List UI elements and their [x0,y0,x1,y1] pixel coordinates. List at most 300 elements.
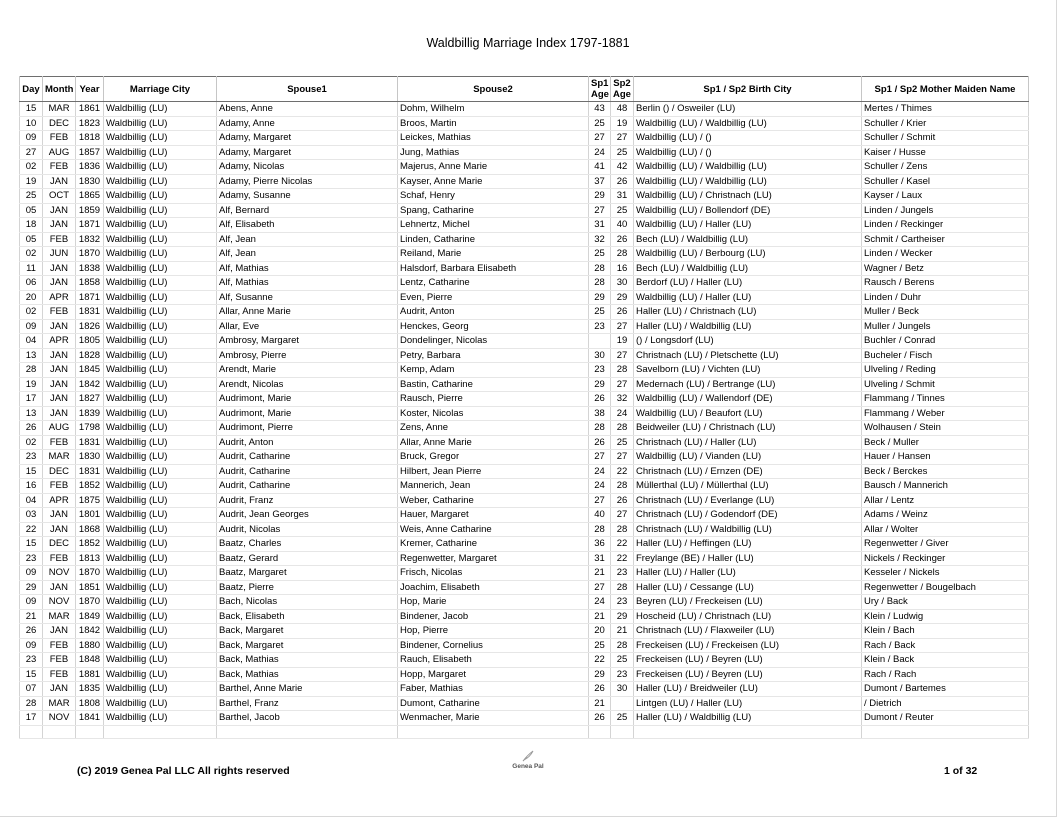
cell-spouse2: Frisch, Nicolas [398,566,589,581]
cell-month: JAN [43,377,76,392]
copyright-text: (C) 2019 Genea Pal LLC All rights reserved [77,765,290,777]
cell-city: Waldbillig (LU) [104,551,217,566]
cell-city: Waldbillig (LU) [104,348,217,363]
cell-month: NOV [43,711,76,726]
empty-cell [20,725,43,738]
cell-birthcity: Berlin () / Osweiler (LU) [634,102,862,117]
cell-sp1age: 26 [589,392,611,407]
cell-birthcity: Haller (LU) / Haller (LU) [634,566,862,581]
cell-sp1age: 28 [589,261,611,276]
cell-month: MAR [43,102,76,117]
cell-birthcity: Christnach (LU) / Pletschette (LU) [634,348,862,363]
table-row [20,116,1029,131]
table-row [20,203,1029,218]
cell-maiden: Flammang / Tinnes [862,392,1029,407]
cell-sp1age: 32 [589,232,611,247]
cell-spouse2: Lentz, Catharine [398,276,589,291]
cell-day: 10 [20,116,43,131]
cell-spouse1: Alf, Susanne [217,290,398,305]
cell-month: JAN [43,261,76,276]
cell-city: Waldbillig (LU) [104,522,217,537]
cell-month: FEB [43,232,76,247]
cell-birthcity: Waldbillig (LU) / Berbourg (LU) [634,247,862,262]
cell-year: 1852 [76,479,104,494]
cell-day: 09 [20,595,43,610]
cell-birthcity: Beyren (LU) / Freckeisen (LU) [634,595,862,610]
cell-maiden: Linden / Wecker [862,247,1029,262]
cell-day: 15 [20,667,43,682]
cell-spouse2: Hilbert, Jean Pierre [398,464,589,479]
cell-year: 1848 [76,653,104,668]
cell-birthcity: Beidweiler (LU) / Christnach (LU) [634,421,862,436]
cell-year: 1859 [76,203,104,218]
cell-spouse2: Hopp, Margaret [398,667,589,682]
cell-birthcity: Waldbillig (LU) / Wallendorf (DE) [634,392,862,407]
table-row [20,609,1029,624]
cell-spouse2: Regenwetter, Margaret [398,551,589,566]
cell-year: 1827 [76,392,104,407]
cell-day: 13 [20,406,43,421]
table-row [20,131,1029,146]
cell-birthcity: Bech (LU) / Waldbillig (LU) [634,261,862,276]
cell-month: FEB [43,435,76,450]
genea-pal-logo [508,750,548,770]
table-row [20,334,1029,349]
cell-month: JAN [43,218,76,233]
cell-spouse2: Kremer, Catharine [398,537,589,552]
cell-sp1age: 31 [589,551,611,566]
cell-spouse1: Audrit, Catharine [217,450,398,465]
column-header-spouse2: Spouse2 [398,77,589,102]
page-title: Waldbillig Marriage Index 1797-1881 [426,36,630,50]
cell-year: 1832 [76,232,104,247]
cell-day: 26 [20,421,43,436]
cell-sp1age: 26 [589,435,611,450]
cell-city: Waldbillig (LU) [104,305,217,320]
cell-spouse1: Adamy, Anne [217,116,398,131]
cell-month: FEB [43,638,76,653]
cell-sp2age: 28 [611,247,634,262]
cell-city: Waldbillig (LU) [104,682,217,697]
cell-city: Waldbillig (LU) [104,160,217,175]
cell-sp2age: 26 [611,232,634,247]
cell-sp2age: 26 [611,174,634,189]
cell-maiden: Klein / Bach [862,624,1029,639]
cell-spouse1: Abens, Anne [217,102,398,117]
cell-day: 21 [20,609,43,624]
cell-maiden: Regenwetter / Giver [862,537,1029,552]
cell-city: Waldbillig (LU) [104,203,217,218]
cell-birthcity: Waldbillig (LU) / () [634,145,862,160]
cell-birthcity: Christnach (LU) / Ernzen (DE) [634,464,862,479]
cell-month: JAN [43,580,76,595]
cell-sp2age: 19 [611,334,634,349]
cell-maiden: Schuller / Zens [862,160,1029,175]
cell-month: APR [43,334,76,349]
cell-birthcity: Lintgen (LU) / Haller (LU) [634,696,862,711]
empty-cell [76,725,104,738]
cell-year: 1836 [76,160,104,175]
cell-spouse2: Faber, Mathias [398,682,589,697]
cell-day: 20 [20,290,43,305]
cell-spouse2: Weber, Catharine [398,493,589,508]
cell-maiden: Nickels / Reckinger [862,551,1029,566]
cell-year: 1841 [76,711,104,726]
cell-sp2age: 32 [611,392,634,407]
cell-sp1age: 29 [589,667,611,682]
cell-day: 28 [20,363,43,378]
table-row [20,160,1029,175]
cell-spouse2: Spang, Catharine [398,203,589,218]
cell-month: DEC [43,537,76,552]
cell-spouse1: Adamy, Margaret [217,145,398,160]
cell-spouse2: Zens, Anne [398,421,589,436]
cell-birthcity: Bech (LU) / Waldbillig (LU) [634,232,862,247]
cell-sp2age: 40 [611,218,634,233]
cell-city: Waldbillig (LU) [104,653,217,668]
cell-year: 1852 [76,537,104,552]
cell-month: MAR [43,450,76,465]
cell-year: 1881 [76,667,104,682]
cell-day: 11 [20,261,43,276]
cell-sp1age: 24 [589,479,611,494]
cell-year: 1870 [76,247,104,262]
empty-cell [217,725,398,738]
cell-sp1age: 36 [589,537,611,552]
cell-spouse2: Joachim, Elisabeth [398,580,589,595]
quill-icon [521,750,535,762]
cell-spouse1: Audrit, Catharine [217,464,398,479]
table-row [20,232,1029,247]
cell-day: 02 [20,247,43,262]
cell-year: 1857 [76,145,104,160]
cell-maiden: Flammang / Weber [862,406,1029,421]
cell-spouse2: Schaf, Henry [398,189,589,204]
cell-month: JAN [43,392,76,407]
cell-sp2age: 25 [611,203,634,218]
cell-maiden: Linden / Duhr [862,290,1029,305]
cell-sp1age: 25 [589,305,611,320]
cell-city: Waldbillig (LU) [104,667,217,682]
cell-maiden: Schuller / Krier [862,116,1029,131]
cell-spouse1: Audrimont, Marie [217,392,398,407]
cell-sp2age: 27 [611,319,634,334]
cell-day: 18 [20,218,43,233]
cell-sp2age: 23 [611,595,634,610]
cell-year: 1835 [76,682,104,697]
cell-sp1age: 23 [589,319,611,334]
cell-maiden: Wolhausen / Stein [862,421,1029,436]
cell-city: Waldbillig (LU) [104,363,217,378]
cell-sp2age: 26 [611,305,634,320]
table-row [20,624,1029,639]
cell-city: Waldbillig (LU) [104,479,217,494]
cell-birthcity: Haller (LU) / Waldbillig (LU) [634,711,862,726]
cell-sp2age: 29 [611,290,634,305]
cell-city: Waldbillig (LU) [104,464,217,479]
cell-city: Waldbillig (LU) [104,638,217,653]
cell-sp1age: 31 [589,218,611,233]
cell-sp2age: 30 [611,276,634,291]
table-row [20,276,1029,291]
cell-city: Waldbillig (LU) [104,247,217,262]
empty-cell [104,725,217,738]
cell-year: 1808 [76,696,104,711]
cell-year: 1831 [76,464,104,479]
table-row [20,392,1029,407]
cell-spouse2: Koster, Nicolas [398,406,589,421]
cell-sp1age: 21 [589,566,611,581]
cell-spouse1: Baatz, Gerard [217,551,398,566]
cell-spouse2: Bindener, Cornelius [398,638,589,653]
cell-day: 26 [20,624,43,639]
cell-year: 1842 [76,624,104,639]
cell-sp2age: 23 [611,667,634,682]
cell-city: Waldbillig (LU) [104,406,217,421]
cell-maiden: Schmit / Cartheiser [862,232,1029,247]
cell-sp1age: 27 [589,131,611,146]
cell-spouse2: Reiland, Marie [398,247,589,262]
cell-month: MAR [43,609,76,624]
cell-day: 23 [20,653,43,668]
cell-city: Waldbillig (LU) [104,696,217,711]
cell-birthcity: Christnach (LU) / Flaxweiler (LU) [634,624,862,639]
cell-spouse2: Broos, Martin [398,116,589,131]
cell-birthcity: Christnach (LU) / Haller (LU) [634,435,862,450]
cell-maiden: Schuller / Schmit [862,131,1029,146]
table-row [20,145,1029,160]
table-row [20,464,1029,479]
table-row [20,551,1029,566]
cell-spouse1: Bach, Nicolas [217,595,398,610]
cell-spouse1: Allar, Eve [217,319,398,334]
cell-maiden: Muller / Jungels [862,319,1029,334]
cell-maiden: Klein / Ludwig [862,609,1029,624]
cell-maiden: Ury / Back [862,595,1029,610]
column-header-year: Year [76,77,104,102]
cell-sp2age: 22 [611,551,634,566]
cell-maiden: Ulveling / Reding [862,363,1029,378]
cell-sp2age: 27 [611,348,634,363]
cell-day: 19 [20,377,43,392]
cell-month: JAN [43,174,76,189]
cell-sp2age: 27 [611,508,634,523]
cell-month: JAN [43,406,76,421]
cell-spouse2: Mannerich, Jean [398,479,589,494]
cell-city: Waldbillig (LU) [104,595,217,610]
cell-sp2age: 28 [611,363,634,378]
cell-birthcity: Haller (LU) / Christnach (LU) [634,305,862,320]
cell-sp1age: 43 [589,102,611,117]
cell-spouse1: Adamy, Margaret [217,131,398,146]
cell-year: 1870 [76,566,104,581]
cell-maiden: Kesseler / Nickels [862,566,1029,581]
cell-sp1age: 25 [589,116,611,131]
cell-birthcity: Waldbillig (LU) / () [634,131,862,146]
cell-spouse1: Audrimont, Marie [217,406,398,421]
cell-spouse1: Audrit, Jean Georges [217,508,398,523]
table-row [20,406,1029,421]
cell-spouse2: Dohm, Wilhelm [398,102,589,117]
cell-month: OCT [43,189,76,204]
cell-birthcity: Freylange (BE) / Haller (LU) [634,551,862,566]
cell-sp1age: 41 [589,160,611,175]
empty-cell [611,725,634,738]
cell-maiden: Bucheler / Fisch [862,348,1029,363]
cell-month: AUG [43,421,76,436]
cell-maiden: Allar / Wolter [862,522,1029,537]
cell-sp1age: 30 [589,348,611,363]
cell-month: FEB [43,160,76,175]
cell-spouse1: Back, Elisabeth [217,609,398,624]
cell-city: Waldbillig (LU) [104,131,217,146]
cell-birthcity: Savelborn (LU) / Vichten (LU) [634,363,862,378]
cell-sp1age: 27 [589,580,611,595]
cell-birthcity: Waldbillig (LU) / Haller (LU) [634,290,862,305]
cell-sp1age: 38 [589,406,611,421]
cell-city: Waldbillig (LU) [104,566,217,581]
cell-maiden: Rach / Back [862,638,1029,653]
cell-sp1age: 29 [589,377,611,392]
cell-year: 1875 [76,493,104,508]
cell-month: JAN [43,508,76,523]
cell-birthcity: Christnach (LU) / Godendorf (DE) [634,508,862,523]
cell-city: Waldbillig (LU) [104,377,217,392]
cell-spouse1: Baatz, Margaret [217,566,398,581]
table-row [20,667,1029,682]
cell-sp2age: 25 [611,711,634,726]
cell-month: FEB [43,131,76,146]
cell-year: 1828 [76,348,104,363]
table-row [20,638,1029,653]
cell-spouse1: Alf, Mathias [217,261,398,276]
cell-sp2age: 26 [611,493,634,508]
cell-city: Waldbillig (LU) [104,609,217,624]
cell-sp2age: 30 [611,682,634,697]
cell-birthcity: Waldbillig (LU) / Waldbillig (LU) [634,116,862,131]
cell-spouse1: Barthel, Franz [217,696,398,711]
cell-spouse1: Audrimont, Pierre [217,421,398,436]
cell-spouse2: Rauch, Elisabeth [398,653,589,668]
cell-month: JAN [43,319,76,334]
cell-sp2age: 22 [611,537,634,552]
table-row [20,696,1029,711]
cell-maiden: Dumont / Reuter [862,711,1029,726]
empty-cell [398,725,589,738]
cell-birthcity: Waldbillig (LU) / Bollendorf (DE) [634,203,862,218]
cell-sp1age: 29 [589,189,611,204]
cell-spouse2: Bastin, Catharine [398,377,589,392]
cell-spouse2: Kemp, Adam [398,363,589,378]
cell-spouse2: Audrit, Anton [398,305,589,320]
cell-month: JUN [43,247,76,262]
cell-spouse1: Baatz, Charles [217,537,398,552]
cell-birthcity: Haller (LU) / Breidweiler (LU) [634,682,862,697]
cell-day: 22 [20,522,43,537]
cell-year: 1865 [76,189,104,204]
table-body [20,102,1029,739]
table-row [20,435,1029,450]
cell-sp2age: 24 [611,406,634,421]
cell-day: 04 [20,334,43,349]
cell-month: JAN [43,522,76,537]
cell-day: 13 [20,348,43,363]
cell-maiden: Linden / Jungels [862,203,1029,218]
column-header-month: Month [43,77,76,102]
cell-month: JAN [43,682,76,697]
cell-maiden: Regenwetter / Bougelbach [862,580,1029,595]
cell-month: JAN [43,348,76,363]
cell-birthcity: Waldbillig (LU) / Beaufort (LU) [634,406,862,421]
cell-sp2age: 25 [611,435,634,450]
cell-city: Waldbillig (LU) [104,421,217,436]
cell-sp2age: 28 [611,522,634,537]
empty-cell [589,725,611,738]
cell-city: Waldbillig (LU) [104,537,217,552]
cell-maiden: Allar / Lentz [862,493,1029,508]
cell-year: 1830 [76,174,104,189]
cell-month: JAN [43,363,76,378]
cell-birthcity: Haller (LU) / Heffingen (LU) [634,537,862,552]
cell-spouse1: Adamy, Nicolas [217,160,398,175]
cell-sp2age [611,696,634,711]
cell-city: Waldbillig (LU) [104,392,217,407]
cell-maiden: Buchler / Conrad [862,334,1029,349]
cell-birthcity: Waldbillig (LU) / Haller (LU) [634,218,862,233]
table-row [20,305,1029,320]
table-row [20,174,1029,189]
cell-day: 15 [20,537,43,552]
cell-birthcity: Waldbillig (LU) / Christnach (LU) [634,189,862,204]
cell-month: JAN [43,276,76,291]
cell-spouse2: Majerus, Anne Marie [398,160,589,175]
cell-spouse2: Bindener, Jacob [398,609,589,624]
cell-city: Waldbillig (LU) [104,493,217,508]
cell-maiden: Adams / Weinz [862,508,1029,523]
cell-spouse2: Halsdorf, Barbara Elisabeth [398,261,589,276]
cell-spouse1: Back, Margaret [217,638,398,653]
cell-day: 09 [20,131,43,146]
table-row [20,493,1029,508]
cell-sp1age: 21 [589,609,611,624]
cell-spouse1: Alf, Mathias [217,276,398,291]
table-row [20,218,1029,233]
cell-city: Waldbillig (LU) [104,435,217,450]
cell-city: Waldbillig (LU) [104,624,217,639]
cell-day: 28 [20,696,43,711]
cell-maiden: Schuller / Kasel [862,174,1029,189]
empty-cell [862,725,1029,738]
cell-spouse2: Leickes, Mathias [398,131,589,146]
table-row [20,348,1029,363]
cell-spouse1: Alf, Jean [217,232,398,247]
cell-day: 07 [20,682,43,697]
cell-city: Waldbillig (LU) [104,711,217,726]
empty-cell [634,725,862,738]
cell-maiden: Klein / Back [862,653,1029,668]
cell-day: 25 [20,189,43,204]
cell-birthcity: Waldbillig (LU) / Waldbillig (LU) [634,160,862,175]
cell-year: 1839 [76,406,104,421]
cell-sp2age: 25 [611,653,634,668]
cell-sp1age: 23 [589,363,611,378]
table-row [20,363,1029,378]
column-header-sp2age: Sp2 Age [611,77,634,102]
cell-city: Waldbillig (LU) [104,102,217,117]
cell-spouse1: Audrit, Anton [217,435,398,450]
cell-year: 1880 [76,638,104,653]
table-row [20,566,1029,581]
